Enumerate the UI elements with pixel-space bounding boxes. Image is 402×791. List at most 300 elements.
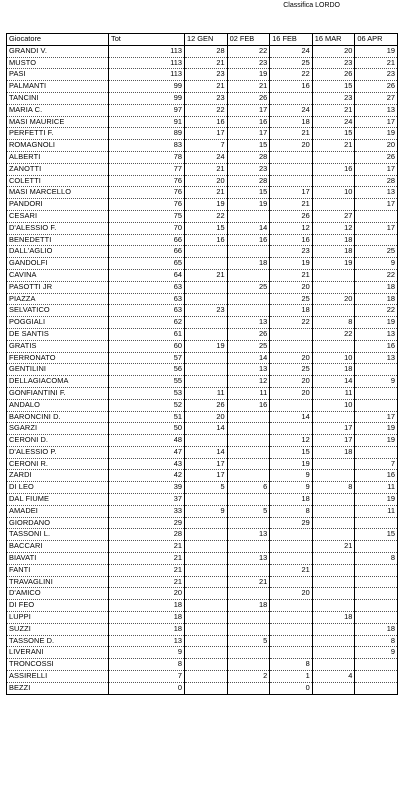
player-name: BIAVATI	[7, 553, 109, 565]
score-12-gen	[185, 494, 228, 506]
total-score: 66	[109, 234, 185, 246]
table-row	[7, 116, 398, 128]
player-name: TRONCOSSI	[7, 659, 109, 671]
table-row	[7, 659, 398, 671]
score-06-apr: 17	[355, 411, 398, 423]
score-16-mar: 21	[312, 541, 355, 553]
table-row	[7, 140, 398, 152]
score-12-gen: 14	[185, 423, 228, 435]
player-name: DI LEO	[7, 482, 109, 494]
score-12-gen: 16	[185, 234, 228, 246]
score-16-feb: 24	[270, 104, 313, 116]
score-02-feb: 25	[227, 340, 270, 352]
player-name: GRATIS	[7, 340, 109, 352]
table-row	[7, 682, 398, 694]
score-06-apr	[355, 612, 398, 624]
total-score: 75	[109, 210, 185, 222]
header-date-5: 06 APR	[355, 34, 398, 46]
score-02-feb: 21	[227, 576, 270, 588]
score-02-feb: 17	[227, 104, 270, 116]
score-06-apr: 28	[355, 175, 398, 187]
score-16-feb: 8	[270, 659, 313, 671]
total-score: 61	[109, 328, 185, 340]
score-06-apr	[355, 671, 398, 683]
score-12-gen	[185, 576, 228, 588]
player-name: BEZZI	[7, 682, 109, 694]
score-12-gen: 21	[185, 163, 228, 175]
player-name: ALBERTI	[7, 151, 109, 163]
table-row	[7, 246, 398, 258]
player-name: GIORDANO	[7, 517, 109, 529]
total-score: 77	[109, 163, 185, 175]
score-16-mar	[312, 470, 355, 482]
total-score: 51	[109, 411, 185, 423]
score-06-apr: 19	[355, 435, 398, 447]
header-date-1: 12 GEN	[185, 34, 228, 46]
score-02-feb: 2	[227, 671, 270, 683]
total-score: 18	[109, 600, 185, 612]
score-16-feb: 21	[270, 128, 313, 140]
table-row	[7, 305, 398, 317]
player-name: MARIA C.	[7, 104, 109, 116]
table-row	[7, 553, 398, 565]
score-16-mar: 21	[312, 104, 355, 116]
score-02-feb	[227, 446, 270, 458]
player-name: DELLAGIACOMA	[7, 376, 109, 388]
player-name: MASI MARCELLO	[7, 187, 109, 199]
score-16-mar: 23	[312, 92, 355, 104]
player-name: SUZZI	[7, 623, 109, 635]
score-16-mar	[312, 175, 355, 187]
score-06-apr: 9	[355, 647, 398, 659]
score-16-feb	[270, 529, 313, 541]
player-name: GANDOLFI	[7, 258, 109, 270]
score-06-apr: 8	[355, 553, 398, 565]
score-12-gen: 21	[185, 269, 228, 281]
score-12-gen: 22	[185, 210, 228, 222]
player-name: POGGIALI	[7, 317, 109, 329]
score-02-feb	[227, 423, 270, 435]
score-16-mar	[312, 600, 355, 612]
score-16-mar	[312, 458, 355, 470]
score-02-feb	[227, 494, 270, 506]
table-row	[7, 376, 398, 388]
score-06-apr: 13	[355, 187, 398, 199]
player-name: GONFIANTINI F.	[7, 387, 109, 399]
score-06-apr	[355, 576, 398, 588]
total-score: 18	[109, 623, 185, 635]
score-12-gen: 15	[185, 222, 228, 234]
score-12-gen: 23	[185, 69, 228, 81]
score-12-gen: 21	[185, 187, 228, 199]
score-02-feb: 16	[227, 234, 270, 246]
total-score: 8	[109, 659, 185, 671]
player-name: GRANDI V.	[7, 45, 109, 57]
total-score: 55	[109, 376, 185, 388]
score-06-apr: 9	[355, 376, 398, 388]
score-06-apr	[355, 564, 398, 576]
score-16-feb: 0	[270, 682, 313, 694]
score-16-feb: 25	[270, 293, 313, 305]
score-06-apr: 11	[355, 482, 398, 494]
score-06-apr	[355, 399, 398, 411]
total-score: 21	[109, 564, 185, 576]
total-score: 76	[109, 175, 185, 187]
score-02-feb: 15	[227, 187, 270, 199]
table-row	[7, 151, 398, 163]
player-name: BENEDETTI	[7, 234, 109, 246]
header-date-4: 16 MAR	[312, 34, 355, 46]
score-16-mar	[312, 588, 355, 600]
table-row	[7, 92, 398, 104]
score-16-feb: 15	[270, 446, 313, 458]
score-12-gen: 24	[185, 151, 228, 163]
total-score: 64	[109, 269, 185, 281]
score-16-feb: 18	[270, 494, 313, 506]
score-12-gen	[185, 541, 228, 553]
score-12-gen	[185, 281, 228, 293]
player-name: PALMANTI	[7, 81, 109, 93]
player-name: ANDALO	[7, 399, 109, 411]
table-row	[7, 541, 398, 553]
score-06-apr	[355, 517, 398, 529]
score-12-gen	[185, 612, 228, 624]
total-score: 65	[109, 258, 185, 270]
table-row	[7, 399, 398, 411]
score-16-feb: 21	[270, 199, 313, 211]
score-12-gen	[185, 671, 228, 683]
score-02-feb: 13	[227, 553, 270, 565]
score-16-mar: 8	[312, 482, 355, 494]
score-02-feb: 25	[227, 281, 270, 293]
score-06-apr: 13	[355, 328, 398, 340]
score-02-feb: 14	[227, 352, 270, 364]
score-02-feb	[227, 564, 270, 576]
table-row	[7, 128, 398, 140]
table-row	[7, 104, 398, 116]
player-name: PERFETTI F.	[7, 128, 109, 140]
score-12-gen	[185, 328, 228, 340]
score-06-apr	[355, 682, 398, 694]
score-12-gen	[185, 258, 228, 270]
score-16-mar: 18	[312, 612, 355, 624]
table-row	[7, 69, 398, 81]
table-row	[7, 163, 398, 175]
score-06-apr: 9	[355, 258, 398, 270]
score-16-feb	[270, 399, 313, 411]
score-02-feb: 13	[227, 364, 270, 376]
score-16-mar: 18	[312, 446, 355, 458]
score-02-feb: 22	[227, 45, 270, 57]
total-score: 113	[109, 69, 185, 81]
score-16-mar: 23	[312, 57, 355, 69]
score-16-feb	[270, 151, 313, 163]
total-score: 7	[109, 671, 185, 683]
total-score: 99	[109, 92, 185, 104]
score-16-mar	[312, 659, 355, 671]
score-16-feb: 25	[270, 57, 313, 69]
player-name: ROMAGNOLI	[7, 140, 109, 152]
player-name: LIVERANI	[7, 647, 109, 659]
player-name: MASI MAURICE	[7, 116, 109, 128]
player-name: CAVINA	[7, 269, 109, 281]
player-name: D'AMICO	[7, 588, 109, 600]
score-16-mar	[312, 269, 355, 281]
total-score: 9	[109, 647, 185, 659]
player-name: GENTILINI	[7, 364, 109, 376]
score-12-gen: 9	[185, 505, 228, 517]
score-16-mar: 16	[312, 163, 355, 175]
total-score: 57	[109, 352, 185, 364]
score-12-gen	[185, 564, 228, 576]
score-16-mar: 21	[312, 140, 355, 152]
table-row	[7, 435, 398, 447]
score-16-feb: 12	[270, 222, 313, 234]
score-12-gen	[185, 623, 228, 635]
player-name: DAL FIUME	[7, 494, 109, 506]
score-02-feb: 19	[227, 69, 270, 81]
score-06-apr	[355, 364, 398, 376]
table-row	[7, 647, 398, 659]
table-row	[7, 458, 398, 470]
table-row	[7, 199, 398, 211]
score-02-feb: 14	[227, 222, 270, 234]
score-06-apr: 7	[355, 458, 398, 470]
score-06-apr: 13	[355, 104, 398, 116]
score-16-feb: 9	[270, 470, 313, 482]
total-score: 43	[109, 458, 185, 470]
table-row	[7, 588, 398, 600]
score-16-feb	[270, 612, 313, 624]
score-16-feb: 21	[270, 564, 313, 576]
header-row	[7, 34, 398, 46]
table-row	[7, 612, 398, 624]
score-16-feb	[270, 340, 313, 352]
score-06-apr: 18	[355, 293, 398, 305]
score-16-feb: 21	[270, 269, 313, 281]
score-12-gen: 21	[185, 81, 228, 93]
table-row	[7, 411, 398, 423]
score-16-mar: 10	[312, 187, 355, 199]
score-16-feb: 20	[270, 352, 313, 364]
score-12-gen: 5	[185, 482, 228, 494]
score-12-gen	[185, 529, 228, 541]
score-02-feb: 19	[227, 199, 270, 211]
table-row	[7, 576, 398, 588]
score-16-mar	[312, 151, 355, 163]
score-02-feb: 12	[227, 376, 270, 388]
score-16-feb	[270, 541, 313, 553]
score-12-gen	[185, 364, 228, 376]
total-score: 39	[109, 482, 185, 494]
table-row	[7, 482, 398, 494]
total-score: 42	[109, 470, 185, 482]
score-02-feb: 6	[227, 482, 270, 494]
table-row	[7, 517, 398, 529]
score-16-feb: 23	[270, 246, 313, 258]
total-score: 21	[109, 553, 185, 565]
score-06-apr: 19	[355, 45, 398, 57]
score-16-feb: 9	[270, 482, 313, 494]
player-name: D'ALESSIO P.	[7, 446, 109, 458]
score-16-feb: 1	[270, 671, 313, 683]
score-16-feb	[270, 600, 313, 612]
total-score: 76	[109, 199, 185, 211]
table-row	[7, 352, 398, 364]
score-16-feb: 29	[270, 517, 313, 529]
score-16-feb	[270, 623, 313, 635]
score-12-gen: 22	[185, 104, 228, 116]
score-02-feb	[227, 623, 270, 635]
score-16-mar: 18	[312, 246, 355, 258]
score-02-feb	[227, 612, 270, 624]
table-body	[7, 45, 398, 694]
score-16-mar: 4	[312, 671, 355, 683]
player-name: TANCINI	[7, 92, 109, 104]
total-score: 63	[109, 293, 185, 305]
score-06-apr: 17	[355, 199, 398, 211]
score-06-apr: 25	[355, 246, 398, 258]
table-row	[7, 340, 398, 352]
table-row	[7, 81, 398, 93]
score-02-feb: 23	[227, 57, 270, 69]
score-06-apr	[355, 234, 398, 246]
total-score: 28	[109, 529, 185, 541]
total-score: 50	[109, 423, 185, 435]
table-row	[7, 470, 398, 482]
score-12-gen: 16	[185, 116, 228, 128]
player-name: DI FEO	[7, 600, 109, 612]
total-score: 66	[109, 246, 185, 258]
score-16-mar	[312, 517, 355, 529]
header-player: Giocatore	[7, 34, 109, 46]
table-row	[7, 175, 398, 187]
score-06-apr: 21	[355, 57, 398, 69]
total-score: 52	[109, 399, 185, 411]
score-16-mar: 26	[312, 69, 355, 81]
player-name: DALL'AGLIO	[7, 246, 109, 258]
score-12-gen: 20	[185, 411, 228, 423]
total-score: 20	[109, 588, 185, 600]
total-score: 70	[109, 222, 185, 234]
score-16-mar	[312, 529, 355, 541]
score-02-feb: 18	[227, 258, 270, 270]
score-06-apr: 13	[355, 352, 398, 364]
score-02-feb: 13	[227, 529, 270, 541]
score-02-feb: 18	[227, 600, 270, 612]
score-16-mar: 8	[312, 317, 355, 329]
total-score: 60	[109, 340, 185, 352]
player-name: ZANOTTI	[7, 163, 109, 175]
score-16-mar	[312, 281, 355, 293]
table-row	[7, 505, 398, 517]
score-02-feb: 21	[227, 81, 270, 93]
player-name: PIAZZA	[7, 293, 109, 305]
score-06-apr	[355, 588, 398, 600]
table-row	[7, 317, 398, 329]
score-16-mar: 17	[312, 435, 355, 447]
score-16-feb: 17	[270, 187, 313, 199]
score-12-gen	[185, 600, 228, 612]
score-06-apr: 16	[355, 470, 398, 482]
score-12-gen	[185, 352, 228, 364]
table-row	[7, 258, 398, 270]
player-name: ASSIRELLI	[7, 671, 109, 683]
total-score: 63	[109, 305, 185, 317]
score-16-mar	[312, 553, 355, 565]
table-row	[7, 671, 398, 683]
table-row	[7, 57, 398, 69]
score-16-mar	[312, 576, 355, 588]
total-score: 33	[109, 505, 185, 517]
sheet-title: Classifica LORDO	[283, 2, 340, 9]
table-row	[7, 187, 398, 199]
score-12-gen	[185, 635, 228, 647]
score-06-apr	[355, 387, 398, 399]
score-12-gen: 28	[185, 45, 228, 57]
score-02-feb	[227, 541, 270, 553]
score-06-apr: 23	[355, 69, 398, 81]
score-16-feb: 22	[270, 69, 313, 81]
score-12-gen: 21	[185, 57, 228, 69]
score-16-mar	[312, 411, 355, 423]
score-12-gen	[185, 376, 228, 388]
table-row	[7, 623, 398, 635]
score-16-mar	[312, 340, 355, 352]
table-row	[7, 210, 398, 222]
score-06-apr: 8	[355, 635, 398, 647]
score-16-mar: 10	[312, 352, 355, 364]
score-16-mar	[312, 199, 355, 211]
score-02-feb: 16	[227, 116, 270, 128]
score-02-feb	[227, 246, 270, 258]
score-16-mar: 22	[312, 328, 355, 340]
score-16-feb: 20	[270, 140, 313, 152]
total-score: 76	[109, 187, 185, 199]
score-06-apr	[355, 210, 398, 222]
score-06-apr: 17	[355, 116, 398, 128]
score-16-mar	[312, 564, 355, 576]
table-row	[7, 328, 398, 340]
table-row	[7, 494, 398, 506]
total-score: 21	[109, 541, 185, 553]
score-16-feb: 25	[270, 364, 313, 376]
score-06-apr: 22	[355, 269, 398, 281]
score-02-feb: 11	[227, 387, 270, 399]
score-06-apr: 19	[355, 128, 398, 140]
table-row	[7, 423, 398, 435]
player-name: TASSONE D.	[7, 635, 109, 647]
score-16-feb	[270, 553, 313, 565]
score-06-apr: 19	[355, 423, 398, 435]
score-16-feb: 22	[270, 317, 313, 329]
total-score: 0	[109, 682, 185, 694]
score-02-feb	[227, 293, 270, 305]
score-02-feb: 13	[227, 317, 270, 329]
score-16-mar	[312, 305, 355, 317]
score-16-feb: 20	[270, 281, 313, 293]
total-score: 83	[109, 140, 185, 152]
score-16-mar: 27	[312, 210, 355, 222]
score-12-gen	[185, 317, 228, 329]
score-02-feb	[227, 435, 270, 447]
total-score: 62	[109, 317, 185, 329]
player-name: SELVATICO	[7, 305, 109, 317]
score-02-feb: 26	[227, 92, 270, 104]
player-name: TASSONI L.	[7, 529, 109, 541]
table-row	[7, 446, 398, 458]
header-date-2: 02 FEB	[227, 34, 270, 46]
